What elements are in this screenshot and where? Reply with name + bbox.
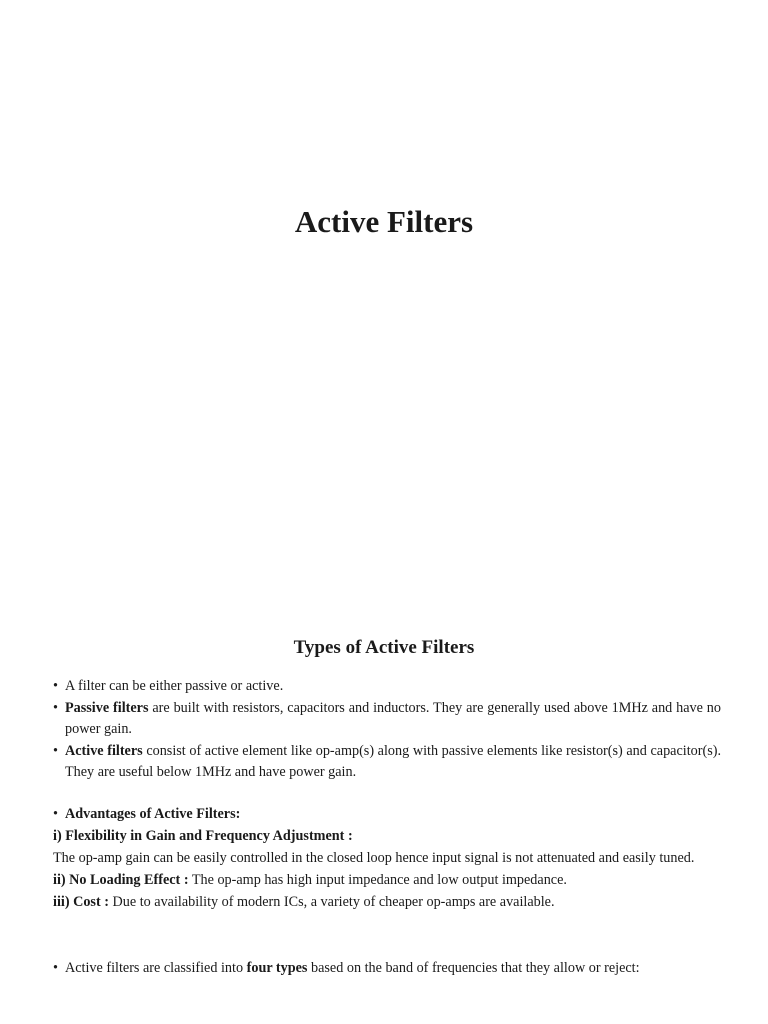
advantage-3: [53, 892, 721, 913]
content-body: [53, 676, 721, 980]
bullet-text: are built with resistors, capacitors and inductors. They are generally used above 1MHz and have no power gain.: [65, 700, 721, 737]
advantages-heading: Advantages of Active Filters:: [65, 806, 241, 822]
advantage-2-text: The op-amp has high input impedance and low output impedance.: [188, 872, 567, 888]
advantage-3-text: Due to availability of modern ICs, a variety of cheaper op-amps are available.: [108, 894, 555, 910]
advantage-2-title: ii) No Loading Effect :: [53, 872, 189, 888]
advantage-1-heading: [53, 826, 721, 847]
bullet-bold-term: four types: [246, 960, 308, 976]
bullet-passive-filters: [53, 698, 721, 740]
bullet-advantages-heading: [53, 804, 721, 825]
spacer: [53, 784, 721, 804]
section-heading: Types of Active Filters: [293, 637, 475, 658]
advantage-2: [53, 870, 721, 891]
bullet-active-filters: [53, 741, 721, 783]
bullet-text: Active filters are classified into: [65, 960, 247, 976]
slide-title: Active Filters: [294, 204, 474, 239]
bullet-text: A filter can be either passive or active.: [65, 678, 284, 694]
advantage-3-title: iii) Cost :: [53, 894, 109, 910]
bullet-bold-term: Active filters: [65, 743, 143, 759]
bullet-text: based on the band of frequencies that they allow or reject:: [307, 960, 640, 976]
spacer: [53, 914, 721, 958]
bullet-bold-term: Passive filters: [65, 700, 149, 716]
advantage-1-title: i) Flexibility in Gain and Frequency Adjustment :: [53, 828, 353, 844]
bullet-filter-types: [53, 676, 721, 697]
bullet-text: consist of active element like op-amp(s) along with passive elements like resistor(s) and capacitor(s). They are useful below 1MHz and have power gain.: [65, 743, 721, 780]
advantage-1-text: The op-amp gain can be easily controlled in the closed loop hence input signal is not attenuated and easily tuned.: [53, 850, 695, 866]
bullet-four-types: [53, 958, 721, 979]
